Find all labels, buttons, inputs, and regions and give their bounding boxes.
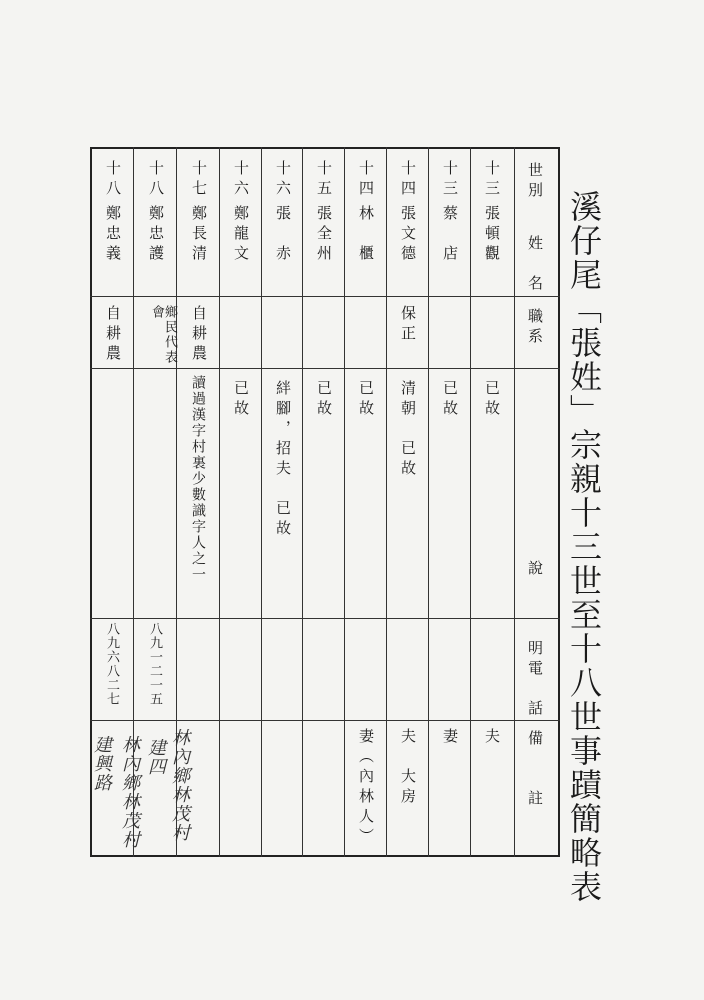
cell-name: 張 赤	[274, 205, 292, 265]
cell-gen: 十八	[147, 160, 165, 200]
header-phone: 電 話	[526, 660, 544, 720]
cell-gen: 十五	[315, 160, 333, 200]
cell-gen: 十六	[274, 160, 292, 200]
cell-note: 夫 大房	[399, 728, 417, 808]
page-title: 溪仔尾「張姓」宗親十三世至十八世事蹟簡略表	[565, 190, 603, 904]
col-divider	[386, 147, 387, 857]
header-job: 職系	[526, 308, 544, 348]
row-divider	[90, 720, 560, 721]
col-divider	[302, 147, 303, 857]
cell-phone: 八九一二一五	[147, 622, 162, 706]
cell-name: 鄭忠護	[147, 205, 165, 265]
col-divider	[344, 147, 345, 857]
cell-job: 自耕農	[190, 305, 208, 365]
cell-desc: 清朝 已故	[399, 380, 417, 480]
cell-note: 妻（內林人）	[357, 728, 375, 848]
cell-job: 鄉民代表會	[149, 305, 177, 365]
header-note: 備 註	[526, 730, 544, 810]
cell-note: 夫	[483, 728, 501, 748]
cell-name: 鄭龍文	[232, 205, 250, 265]
col-divider	[428, 147, 429, 857]
cell-note: 妻	[441, 728, 459, 748]
cell-gen: 十四	[357, 160, 375, 200]
cell-gen: 十三	[441, 160, 459, 200]
cell-desc: 已故	[357, 380, 375, 420]
cell-name: 林 櫃	[357, 205, 375, 265]
cell-desc: 已故	[315, 380, 333, 420]
cell-name: 張文德	[399, 205, 417, 265]
row-divider	[90, 618, 560, 619]
cell-gen: 十八	[104, 160, 122, 200]
cell-name: 鄭長清	[190, 205, 208, 265]
col-divider	[514, 147, 515, 857]
col-divider	[219, 147, 220, 857]
cell-gen: 十四	[399, 160, 417, 200]
cell-desc: 已故	[483, 380, 501, 420]
cell-gen: 十七	[190, 160, 208, 200]
cell-job: 保正	[399, 305, 417, 345]
cell-desc: 已故	[232, 380, 250, 420]
handwritten-address: 建四	[145, 738, 166, 776]
handwritten-address: 建興路	[91, 735, 112, 792]
cell-job: 自耕農	[104, 305, 122, 365]
col-divider	[470, 147, 471, 857]
cell-desc: 讀過漢字村裏少數識字人之一	[190, 375, 206, 583]
header-desc: 說 明	[526, 560, 544, 660]
cell-name: 蔡 店	[441, 205, 459, 265]
cell-name: 鄭忠義	[104, 205, 122, 265]
row-divider	[90, 296, 560, 297]
row-divider	[90, 368, 560, 369]
cell-name: 張全州	[315, 205, 333, 265]
header-name: 姓 名	[526, 235, 544, 295]
header-gen: 世別	[526, 162, 544, 202]
cell-desc: 絆腳，招夫 已故	[274, 380, 292, 540]
cell-name: 張頓觀	[483, 205, 501, 265]
cell-phone: 八九六八二七	[104, 622, 119, 706]
handwritten-address: 林內鄉林茂村	[119, 735, 140, 849]
cell-gen: 十三	[483, 160, 501, 200]
handwritten-address: 林內鄉林茂村	[169, 728, 190, 842]
col-divider	[261, 147, 262, 857]
cell-desc: 已故	[441, 380, 459, 420]
cell-gen: 十六	[232, 160, 250, 200]
